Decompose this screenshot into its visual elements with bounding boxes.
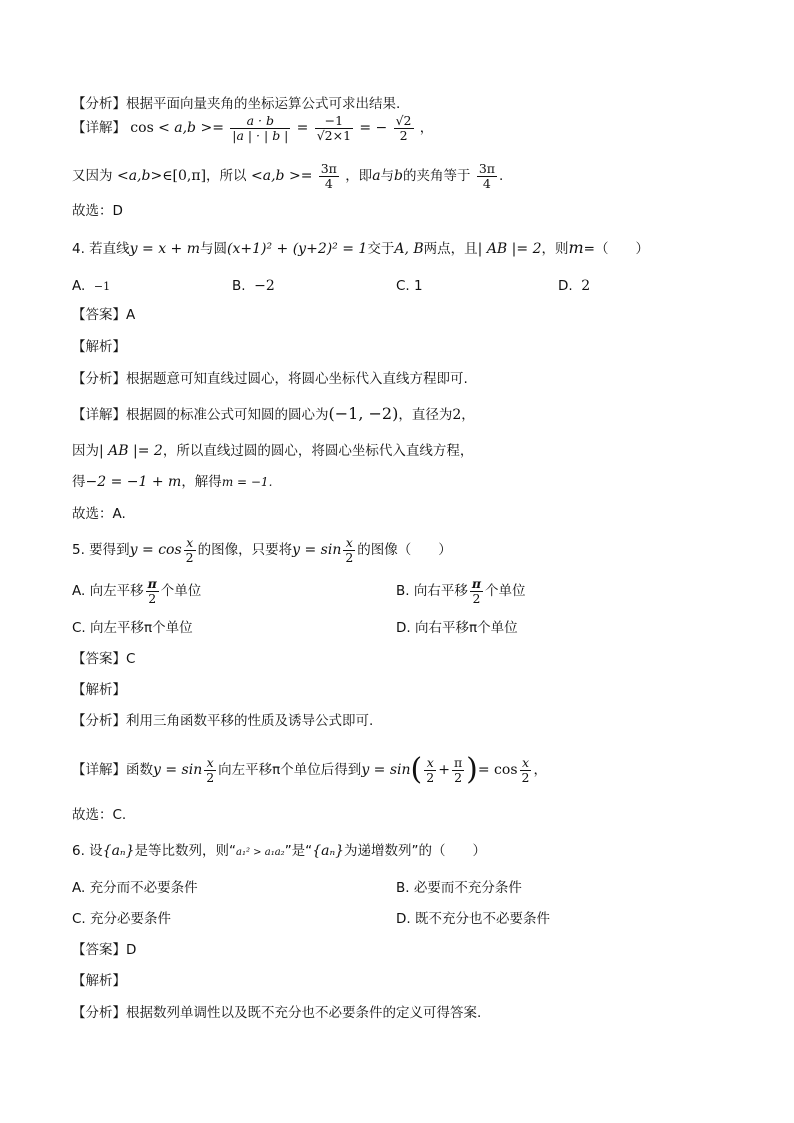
q6-option-c: C. 充分必要条件 [72,911,172,927]
q4-option-b: B. −2 [232,278,275,294]
q4-because: 因为| AB |= 2，所以直线过圆的圆心，将圆心坐标代入直线方程， [72,443,474,459]
q4-stem: 4. 若直线y = x + m与圆(x+1)² + (y+2)² = 1交于A, B两点，且| AB |= 2，则m=（ ） [72,238,649,257]
prev-cos: cos [130,120,154,136]
q5-detail: 【详解】函数y = sin $\frac{x}{2}$ 向左平移π个单位后得到y = sin( $\frac{x}{2}$ + $\frac{\pi}{2}$ )= cos $\frac{x}{2}$ ， [72,752,547,787]
q4-jiexi: 【解析】 [72,339,126,355]
q5-analysis: 【分析】利用三角函数平移的性质及诱导公式即可. [72,713,374,729]
q5-option-a: A. 向左平移 $\frac{\pi}{2}$ 个单位 [72,575,202,606]
prev-analysis: 【分析】根据平面向量夹角的坐标运算公式可求出结果. [72,96,401,112]
q4-answer: 【答案】A [72,307,136,323]
prev-frac-3: $\frac{√2}{2}$ [395,112,412,143]
q4-option-c: C. 1 [396,278,423,294]
q4-analysis: 【分析】根据题意可知直线过圆心，将圆心坐标代入直线方程即可. [72,371,468,387]
prev-ab: a,b [174,120,197,136]
q4-detail: 【详解】根据圆的标准公式可知圆的圆心为(−1, −2)，直径为2， [72,404,475,423]
q4-option-a: A. −1 [72,278,111,294]
q6-stem: 6. 设{aₙ}是等比数列，则“a₁² > a₁a₂”是“{aₙ}为递增数列”的（ ） [72,843,487,859]
q5-jiexi: 【解析】 [72,682,126,698]
q6-option-b: B. 必要而不充分条件 [396,880,522,896]
q5-option-d: D. 向右平移π个单位 [396,620,518,636]
q6-analysis: 【分析】根据数列单调性以及既不充分也不必要条件的定义可得答案. [72,1005,482,1021]
q5-choice: 故选：C. [72,807,127,823]
q4-get: 得−2 = −1 + m，解得m = −1. [72,474,273,490]
q6-option-a: A. 充分而不必要条件 [72,880,198,896]
q4-choice: 故选：A. [72,506,126,522]
prev-detail: 【详解】 cos < a,b >= $\frac{a \cdot b}{|a | \cdot | b |}$ = $\frac{-1}{√2\times 1}$ = − $\frac{√2}{2}$ ， [72,112,434,143]
q5-answer: 【答案】C [72,651,136,667]
prev-frac-2: $\frac{-1}{√2\times 1}$ [316,112,352,143]
q5-option-c: C. 向左平移π个单位 [72,620,193,636]
prev-frac-1: $\frac{a \cdot b}{|a | \cdot | b |}$ [232,112,289,143]
q5-option-b: B. 向右平移 $\frac{\pi}{2}$ 个单位 [396,575,526,606]
q6-jiexi: 【解析】 [72,973,126,989]
prev-detail-label: 【详解】 [72,120,126,136]
q5-stem: 5. 要得到y = cos $\frac{x}{2}$ 的图像，只要将y = sin $\frac{x}{2}$ 的图像（ ） [72,534,452,565]
q6-answer: 【答案】D [72,942,137,958]
q4-option-d: D. 2 [558,278,591,294]
prev-also: 又因为 <a,b>∈[0,π]，所以 <a,b >= $\frac{3\pi}{4}$ ，即a与b的夹角等于 $\frac{3\pi}{4}$ . [72,160,504,191]
q6-option-d: D. 既不充分也不必要条件 [396,911,550,927]
prev-choice: 故选：D [72,203,123,219]
